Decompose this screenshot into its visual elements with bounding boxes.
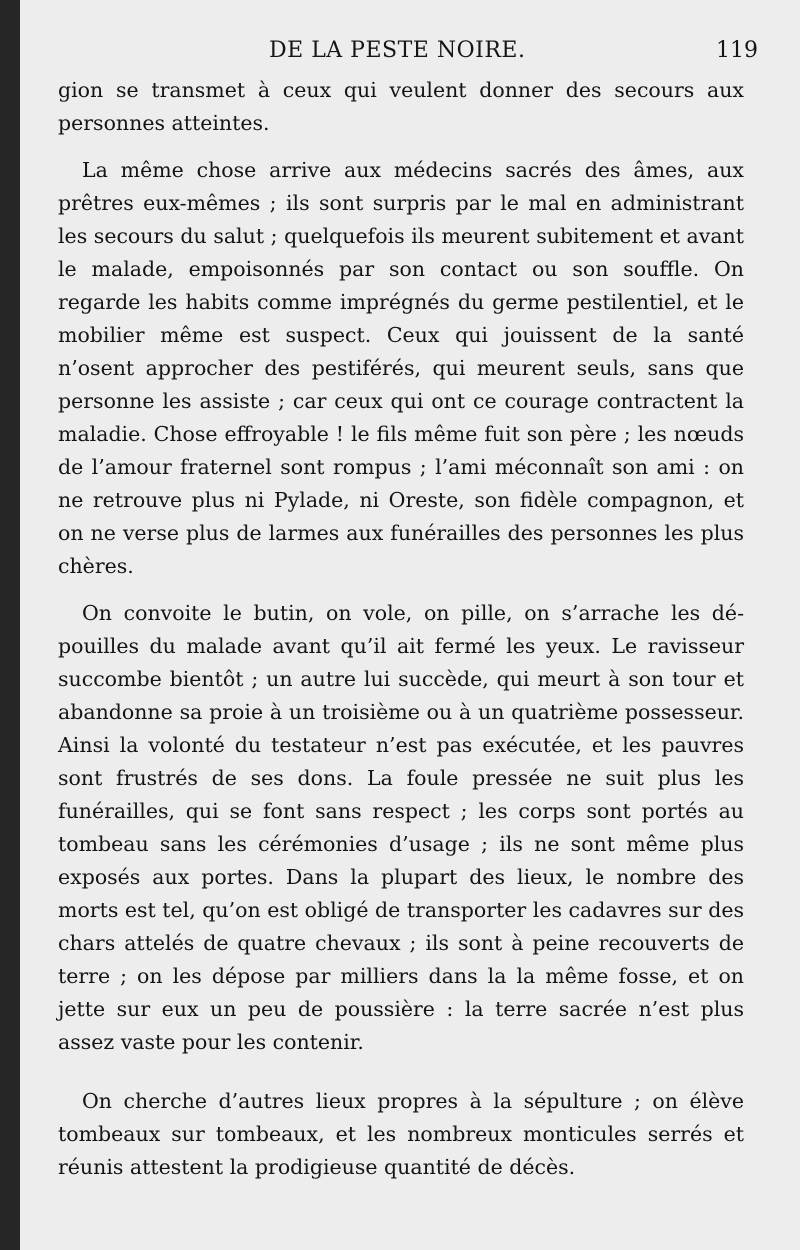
paragraph: On convoite le butin, on vole, on pille, on s’arrache les dépouilles du malade avant qu’il ait fermé les yeux. Le ravisseur succombe bientôt ; un autre lui succède, qui meurt à son tour et abandonne sa proie à un troisième ou à un quatrième possesseur. Ainsi la volonté du testateur n’est pas exécutée, et les pauvres sont frustrés de ses dons. La foule pressée ne suit plus les funérailles, qui se font sans respect ; les corps sont portés au tombeau sans les cérémonies d’usage ; ils ne sont même plus exposés aux portes. Dans la plupart des lieux, le nombre des morts est tel, qu’on est obligé de transporter les cadavres sur des chars attelés de quatre chevaux ; ils sont à peine recouverts de terre ; on les dépose par milliers dans la la même fosse, et on jette sur eux un peu de poussière : la terre sacrée n’est plus assez vaste pour les contenir. xyxy=(58,601,744,1054)
paragraph: La même chose arrive aux médecins sacrés des âmes, aux prêtres eux-mêmes ; ils sont surpris par le mal en administrant les secours du salut ; quelquefois ils meurent subitement et avant le malade, empoisonnés par son contact ou son souffle. On regarde les habits comme imprégnés du germe pestilentiel, et le mobilier même est suspect. Ceux qui jouissent de la santé n’osent approcher des pestiférés, qui meurent seuls, sans que personne les assiste ; car ceux qui ont ce courage contractent la maladie. Chose effroyable ! le fils même fuit son père ; les nœuds de l’amour fraternel sont rompus ; l’ami méconnaît son ami : on ne retrouve plus ni Pylade, ni Oreste, son fidèle compagnon, et on ne verse plus de larmes aux funérailles des personnes les plus chères. xyxy=(58,158,744,578)
body-text xyxy=(58,74,744,1184)
page-header xyxy=(20,38,800,68)
page-number: 119 xyxy=(716,38,758,63)
paragraph: On cherche d’autres lieux propres à la sépulture ; on élève tombeaux sur tombeaux, et les nombreux monticules serrés et réunis attestent la prodigieuse quantité de décès. xyxy=(58,1089,744,1179)
running-title: DE LA PESTE NOIRE. xyxy=(269,38,526,63)
book-page xyxy=(20,0,800,1250)
paragraph-continued: gion se transmet à ceux qui veulent donner des secours aux personnes atteintes. xyxy=(58,78,744,135)
